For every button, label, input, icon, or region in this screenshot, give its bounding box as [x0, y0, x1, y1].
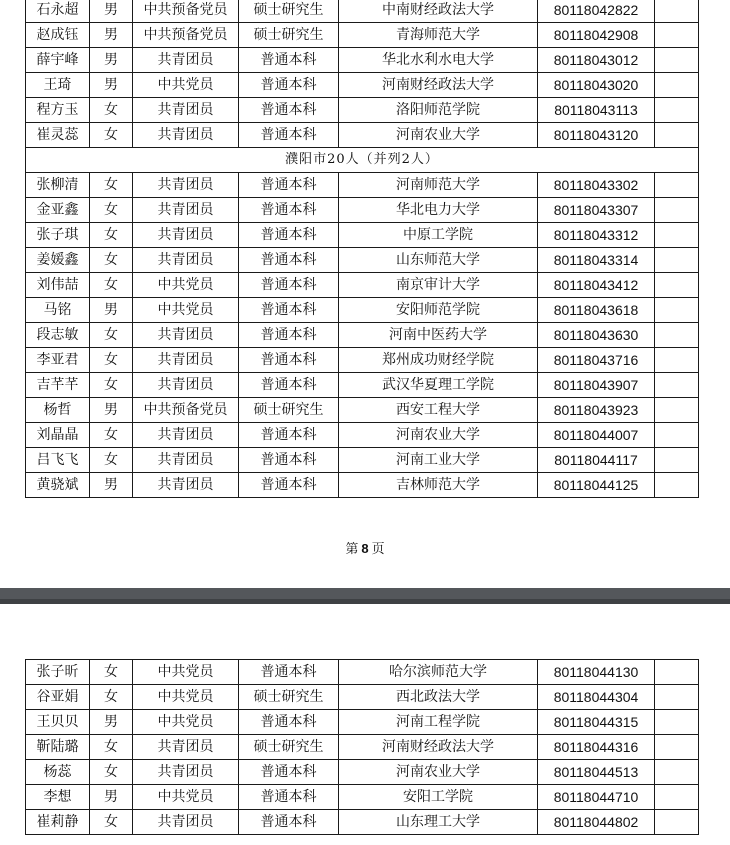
political-status-cell: 中共党员 — [133, 785, 239, 810]
gender-cell: 男 — [90, 398, 133, 423]
school-cell: 南京审计大学 — [339, 273, 538, 298]
education-cell: 普通本科 — [239, 323, 339, 348]
table-row — [26, 473, 699, 498]
name-cell: 程方玉 — [26, 98, 90, 123]
name-cell: 金亚鑫 — [26, 198, 90, 223]
table-row — [26, 323, 699, 348]
gender-cell: 女 — [90, 198, 133, 223]
table-row — [26, 710, 699, 735]
education-cell: 硕士研究生 — [239, 0, 339, 23]
name-cell: 姜媛鑫 — [26, 248, 90, 273]
gender-cell: 男 — [90, 0, 133, 23]
remark-cell — [655, 273, 699, 298]
exam-id-cell: 80118043312 — [538, 223, 655, 248]
table-row — [26, 98, 699, 123]
table-row — [26, 273, 699, 298]
remark-cell — [655, 73, 699, 98]
name-cell: 靳陆璐 — [26, 735, 90, 760]
school-cell: 河南工业大学 — [339, 448, 538, 473]
exam-id-cell: 80118043020 — [538, 73, 655, 98]
gender-cell: 男 — [90, 473, 133, 498]
education-cell: 普通本科 — [239, 348, 339, 373]
gender-cell: 女 — [90, 685, 133, 710]
table-row — [26, 660, 699, 685]
table-body-a — [26, 0, 699, 148]
remark-cell — [655, 223, 699, 248]
table-row — [26, 398, 699, 423]
education-cell: 硕士研究生 — [239, 398, 339, 423]
gender-cell: 女 — [90, 173, 133, 198]
political-status-cell: 共青团员 — [133, 473, 239, 498]
name-cell: 李亚君 — [26, 348, 90, 373]
remark-cell — [655, 760, 699, 785]
table-row — [26, 448, 699, 473]
political-status-cell: 共青团员 — [133, 760, 239, 785]
political-status-cell: 共青团员 — [133, 248, 239, 273]
education-cell: 普通本科 — [239, 660, 339, 685]
name-cell: 崔灵蕊 — [26, 123, 90, 148]
exam-id-cell: 80118043618 — [538, 298, 655, 323]
table-row — [26, 248, 699, 273]
education-cell: 普通本科 — [239, 48, 339, 73]
political-status-cell: 共青团员 — [133, 348, 239, 373]
name-cell: 杨哲 — [26, 398, 90, 423]
exam-id-cell: 80118044802 — [538, 810, 655, 835]
page-number: 8 — [361, 541, 369, 556]
section-title: 濮阳市20人（并列2人） — [26, 148, 699, 173]
school-cell: 河南工程学院 — [339, 710, 538, 735]
gender-cell: 女 — [90, 660, 133, 685]
education-cell: 普通本科 — [239, 760, 339, 785]
political-status-cell: 共青团员 — [133, 373, 239, 398]
name-cell: 刘晶晶 — [26, 423, 90, 448]
name-cell: 王贝贝 — [26, 710, 90, 735]
exam-id-cell: 80118043907 — [538, 373, 655, 398]
exam-id-cell: 80118043012 — [538, 48, 655, 73]
exam-id-cell: 80118044315 — [538, 710, 655, 735]
education-cell: 硕士研究生 — [239, 23, 339, 48]
table-row — [26, 223, 699, 248]
school-cell: 洛阳师范学院 — [339, 98, 538, 123]
political-status-cell: 中共预备党员 — [133, 23, 239, 48]
remark-cell — [655, 98, 699, 123]
remark-cell — [655, 323, 699, 348]
political-status-cell: 中共党员 — [133, 660, 239, 685]
name-cell: 杨蕊 — [26, 760, 90, 785]
exam-id-cell: 80118044007 — [538, 423, 655, 448]
gender-cell: 男 — [90, 785, 133, 810]
school-cell: 西北政法大学 — [339, 685, 538, 710]
name-cell: 赵成钰 — [26, 23, 90, 48]
name-cell: 段志敏 — [26, 323, 90, 348]
table-row — [26, 423, 699, 448]
school-cell: 河南农业大学 — [339, 123, 538, 148]
remark-cell — [655, 398, 699, 423]
table-row — [26, 173, 699, 198]
political-status-cell: 共青团员 — [133, 173, 239, 198]
remark-cell — [655, 423, 699, 448]
school-cell: 河南师范大学 — [339, 173, 538, 198]
table-row — [26, 298, 699, 323]
education-cell: 普通本科 — [239, 223, 339, 248]
name-cell: 刘伟喆 — [26, 273, 90, 298]
table-body-c — [26, 660, 699, 835]
gender-cell: 女 — [90, 248, 133, 273]
remark-cell — [655, 0, 699, 23]
table-row — [26, 0, 699, 23]
political-status-cell: 中共预备党员 — [133, 398, 239, 423]
political-status-cell: 共青团员 — [133, 123, 239, 148]
remark-cell — [655, 710, 699, 735]
education-cell: 普通本科 — [239, 473, 339, 498]
exam-id-cell: 80118043302 — [538, 173, 655, 198]
table-row — [26, 48, 699, 73]
political-status-cell: 共青团员 — [133, 810, 239, 835]
political-status-cell: 中共党员 — [133, 73, 239, 98]
remark-cell — [655, 123, 699, 148]
table-row — [26, 685, 699, 710]
table-row — [26, 198, 699, 223]
table-row — [26, 785, 699, 810]
political-status-cell: 共青团员 — [133, 448, 239, 473]
page-separator — [0, 588, 730, 604]
gender-cell: 女 — [90, 423, 133, 448]
table-row — [26, 23, 699, 48]
table-row — [26, 760, 699, 785]
remark-cell — [655, 685, 699, 710]
school-cell: 武汉华夏理工学院 — [339, 373, 538, 398]
name-cell: 李想 — [26, 785, 90, 810]
gender-cell: 女 — [90, 123, 133, 148]
section-header-row — [26, 148, 699, 173]
table-row — [26, 123, 699, 148]
name-cell: 吕飞飞 — [26, 448, 90, 473]
table-body-b — [26, 173, 699, 498]
exam-id-cell: 80118044513 — [538, 760, 655, 785]
exam-id-cell: 80118043307 — [538, 198, 655, 223]
exam-id-cell: 80118043412 — [538, 273, 655, 298]
gender-cell: 女 — [90, 448, 133, 473]
political-status-cell: 共青团员 — [133, 198, 239, 223]
education-cell: 普通本科 — [239, 785, 339, 810]
page-suffix: 页 — [371, 542, 385, 557]
education-cell: 普通本科 — [239, 248, 339, 273]
page-prefix: 第 — [345, 542, 359, 557]
school-cell: 华北电力大学 — [339, 198, 538, 223]
gender-cell: 男 — [90, 23, 133, 48]
political-status-cell: 中共预备党员 — [133, 0, 239, 23]
education-cell: 普通本科 — [239, 710, 339, 735]
name-cell: 张子昕 — [26, 660, 90, 685]
gender-cell: 男 — [90, 48, 133, 73]
exam-id-cell: 80118044117 — [538, 448, 655, 473]
gender-cell: 女 — [90, 810, 133, 835]
education-cell: 普通本科 — [239, 298, 339, 323]
school-cell: 河南农业大学 — [339, 760, 538, 785]
name-cell: 黄骁斌 — [26, 473, 90, 498]
gender-cell: 女 — [90, 373, 133, 398]
school-cell: 西安工程大学 — [339, 398, 538, 423]
school-cell: 中南财经政法大学 — [339, 0, 538, 23]
exam-id-cell: 80118042908 — [538, 23, 655, 48]
remark-cell — [655, 660, 699, 685]
education-cell: 普通本科 — [239, 810, 339, 835]
school-cell: 山东师范大学 — [339, 248, 538, 273]
remark-cell — [655, 298, 699, 323]
exam-id-cell: 80118043113 — [538, 98, 655, 123]
political-status-cell: 中共党员 — [133, 685, 239, 710]
gender-cell: 女 — [90, 760, 133, 785]
name-cell: 崔莉静 — [26, 810, 90, 835]
remark-cell — [655, 173, 699, 198]
section-row-group — [26, 148, 699, 173]
remark-cell — [655, 198, 699, 223]
school-cell: 哈尔滨师范大学 — [339, 660, 538, 685]
education-cell: 硕士研究生 — [239, 685, 339, 710]
exam-id-cell: 80118043923 — [538, 398, 655, 423]
school-cell: 华北水利水电大学 — [339, 48, 538, 73]
political-status-cell: 共青团员 — [133, 423, 239, 448]
education-cell: 普通本科 — [239, 123, 339, 148]
candidate-table-lower — [25, 659, 699, 835]
education-cell: 普通本科 — [239, 423, 339, 448]
exam-id-cell: 80118044316 — [538, 735, 655, 760]
candidate-table-upper — [25, 0, 699, 498]
exam-id-cell: 80118044125 — [538, 473, 655, 498]
gender-cell: 男 — [90, 298, 133, 323]
exam-id-cell: 80118044130 — [538, 660, 655, 685]
remark-cell — [655, 373, 699, 398]
school-cell: 中原工学院 — [339, 223, 538, 248]
remark-cell — [655, 48, 699, 73]
name-cell: 张柳清 — [26, 173, 90, 198]
school-cell: 河南财经政法大学 — [339, 73, 538, 98]
gender-cell: 男 — [90, 710, 133, 735]
table-row — [26, 373, 699, 398]
political-status-cell: 中共党员 — [133, 273, 239, 298]
exam-id-cell: 80118043314 — [538, 248, 655, 273]
exam-id-cell: 80118043120 — [538, 123, 655, 148]
school-cell: 青海师范大学 — [339, 23, 538, 48]
remark-cell — [655, 735, 699, 760]
gender-cell: 女 — [90, 323, 133, 348]
table-row — [26, 73, 699, 98]
table-row — [26, 810, 699, 835]
table-row — [26, 735, 699, 760]
remark-cell — [655, 23, 699, 48]
school-cell: 河南中医药大学 — [339, 323, 538, 348]
education-cell: 硕士研究生 — [239, 735, 339, 760]
school-cell: 河南农业大学 — [339, 423, 538, 448]
remark-cell — [655, 348, 699, 373]
political-status-cell: 共青团员 — [133, 48, 239, 73]
gender-cell: 女 — [90, 98, 133, 123]
name-cell: 谷亚娟 — [26, 685, 90, 710]
gender-cell: 女 — [90, 348, 133, 373]
political-status-cell: 中共党员 — [133, 710, 239, 735]
remark-cell — [655, 248, 699, 273]
education-cell: 普通本科 — [239, 448, 339, 473]
gender-cell: 女 — [90, 735, 133, 760]
name-cell: 石永超 — [26, 0, 90, 23]
remark-cell — [655, 473, 699, 498]
school-cell: 郑州成功财经学院 — [339, 348, 538, 373]
gender-cell: 女 — [90, 223, 133, 248]
political-status-cell: 共青团员 — [133, 323, 239, 348]
exam-id-cell: 80118043630 — [538, 323, 655, 348]
education-cell: 普通本科 — [239, 173, 339, 198]
school-cell: 安阳工学院 — [339, 785, 538, 810]
name-cell: 马铭 — [26, 298, 90, 323]
remark-cell — [655, 810, 699, 835]
table-row — [26, 348, 699, 373]
page-number-footer — [0, 538, 730, 557]
gender-cell: 男 — [90, 73, 133, 98]
exam-id-cell: 80118042822 — [538, 0, 655, 23]
school-cell: 吉林师范大学 — [339, 473, 538, 498]
name-cell: 王琦 — [26, 73, 90, 98]
gender-cell: 女 — [90, 273, 133, 298]
name-cell: 张子琪 — [26, 223, 90, 248]
remark-cell — [655, 785, 699, 810]
name-cell: 薛宇峰 — [26, 48, 90, 73]
exam-id-cell: 80118044304 — [538, 685, 655, 710]
political-status-cell: 中共党员 — [133, 298, 239, 323]
exam-id-cell: 80118043716 — [538, 348, 655, 373]
remark-cell — [655, 448, 699, 473]
name-cell: 吉芊芊 — [26, 373, 90, 398]
school-cell: 安阳师范学院 — [339, 298, 538, 323]
political-status-cell: 共青团员 — [133, 735, 239, 760]
political-status-cell: 共青团员 — [133, 98, 239, 123]
education-cell: 普通本科 — [239, 98, 339, 123]
education-cell: 普通本科 — [239, 198, 339, 223]
school-cell: 河南财经政法大学 — [339, 735, 538, 760]
school-cell: 山东理工大学 — [339, 810, 538, 835]
exam-id-cell: 80118044710 — [538, 785, 655, 810]
education-cell: 普通本科 — [239, 273, 339, 298]
education-cell: 普通本科 — [239, 73, 339, 98]
education-cell: 普通本科 — [239, 373, 339, 398]
political-status-cell: 共青团员 — [133, 223, 239, 248]
